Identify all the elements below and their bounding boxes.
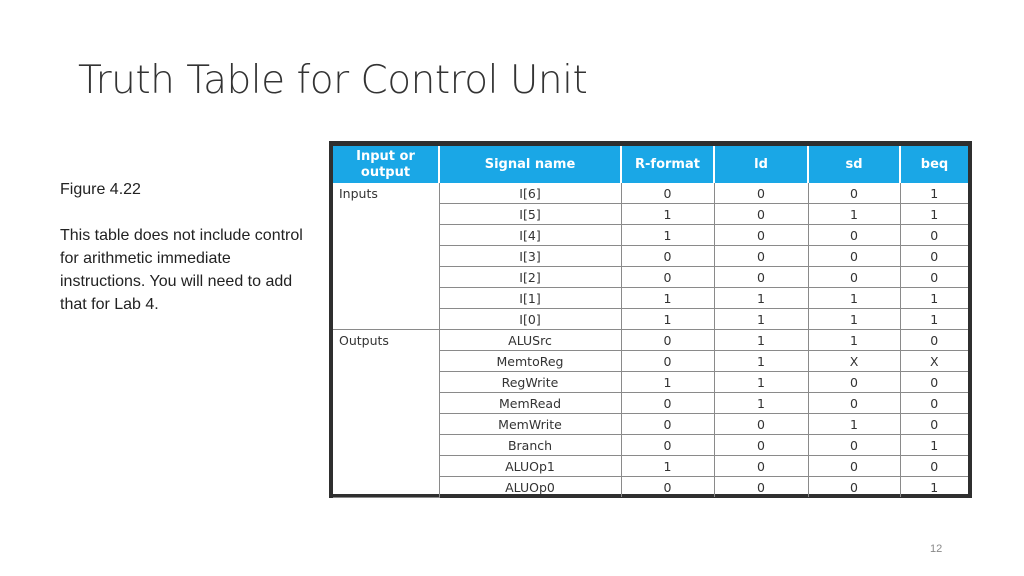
value-cell: 1 <box>930 479 939 495</box>
table-row <box>333 183 968 204</box>
value-cell: 0 <box>621 477 714 498</box>
value-cell: 0 <box>900 225 968 246</box>
value-cell: 1 <box>714 372 808 393</box>
value-cell: 0 <box>900 330 968 351</box>
value-cell: 0 <box>808 372 900 393</box>
column-header: R-format <box>621 146 714 183</box>
signal-name-cell: I[2] <box>439 267 621 288</box>
value-cell: 1 <box>808 288 900 309</box>
value-cell: 0 <box>714 435 808 456</box>
signal-name-cell: I[5] <box>439 204 621 225</box>
truth-table <box>333 146 968 498</box>
value-cell: 1 <box>900 183 968 204</box>
value-cell: 0 <box>900 456 968 477</box>
value-cell: 1 <box>714 330 808 351</box>
value-cell: 1 <box>900 309 968 330</box>
signal-name-cell: MemRead <box>439 393 621 414</box>
value-cell: X <box>900 351 968 372</box>
value-cell: 0 <box>808 225 900 246</box>
value-cell: 0 <box>714 267 808 288</box>
signal-name-cell: Branch <box>439 435 621 456</box>
value-cell: 0 <box>621 393 714 414</box>
signal-name-cell: MemWrite <box>439 414 621 435</box>
page-number: 12 <box>930 543 943 555</box>
value-cell: 1 <box>714 288 808 309</box>
value-cell: 0 <box>714 225 808 246</box>
value-cell: 0 <box>621 183 714 204</box>
signal-name-cell: I[0] <box>439 309 621 330</box>
value-cell: 0 <box>621 351 714 372</box>
value-cell: 0 <box>808 267 900 288</box>
value-cell: 0 <box>714 456 808 477</box>
value-cell: 1 <box>714 309 808 330</box>
value-cell: 1 <box>714 351 808 372</box>
signal-name-cell: I[6] <box>439 183 621 204</box>
value-cell: 0 <box>621 414 714 435</box>
value-cell: 0 <box>808 477 900 498</box>
value-cell: 0 <box>900 393 968 414</box>
signal-name-cell: I[3] <box>439 246 621 267</box>
value-cell: 0 <box>808 393 900 414</box>
figure-label: Figure 4.22 <box>60 181 141 198</box>
value-cell: 1 <box>900 204 968 225</box>
value-cell: 1 <box>621 309 714 330</box>
value-cell: X <box>808 351 900 372</box>
table-header-row <box>333 146 968 183</box>
value-cell: 1 <box>714 393 808 414</box>
value-cell: 1 <box>808 309 900 330</box>
column-header: sd <box>808 146 900 183</box>
value-cell: 0 <box>621 246 714 267</box>
slide-title: Truth Table for Control Unit <box>78 58 588 103</box>
value-cell: 1 <box>621 288 714 309</box>
column-header: ld <box>714 146 808 183</box>
value-cell: 0 <box>714 183 808 204</box>
value-cell: 1 <box>621 372 714 393</box>
value-cell: 1 <box>900 435 968 456</box>
value-cell: 0 <box>621 267 714 288</box>
value-cell: 1 <box>900 288 968 309</box>
value-cell: 1 <box>808 414 900 435</box>
value-cell: 1 <box>621 225 714 246</box>
value-cell: 0 <box>808 246 900 267</box>
signal-name-cell: ALUOp1 <box>439 456 621 477</box>
signal-name-cell: I[1] <box>439 288 621 309</box>
value-cell: 0 <box>808 435 900 456</box>
value-cell: 0 <box>714 414 808 435</box>
value-cell: 0 <box>714 477 808 498</box>
value-cell: 0 <box>900 267 968 288</box>
group-label: Outputs <box>333 330 439 498</box>
signal-name-cell: ALUOp0 <box>439 477 621 498</box>
value-cell: 1 <box>621 456 714 477</box>
value-cell: 1 <box>808 330 900 351</box>
value-cell: 0 <box>808 456 900 477</box>
caption-note: This table does not include control for arithmetic immediate instructions. You will need to add that for Lab 4. <box>60 227 303 313</box>
value-cell: 0 <box>714 246 808 267</box>
signal-name-cell: I[4] <box>439 225 621 246</box>
column-header: beq <box>900 146 968 183</box>
truth-table-frame <box>329 141 972 498</box>
signal-name-cell: MemtoReg <box>439 351 621 372</box>
value-cell: 0 <box>900 372 968 393</box>
signal-name-cell: ALUSrc <box>439 330 621 351</box>
table-body <box>333 183 968 497</box>
value-cell: 0 <box>714 204 808 225</box>
value-cell: 0 <box>900 246 968 267</box>
column-header: Input or output <box>333 146 439 183</box>
value-cell: 0 <box>621 330 714 351</box>
signal-name-cell: RegWrite <box>439 372 621 393</box>
table-row <box>333 330 968 351</box>
caption <box>60 178 310 316</box>
value-cell: 1 <box>808 204 900 225</box>
column-header: Signal name <box>439 146 621 183</box>
group-label: Inputs <box>333 183 439 330</box>
value-cell: 0 <box>621 435 714 456</box>
value-cell: 0 <box>808 183 900 204</box>
value-cell: 0 <box>900 414 968 435</box>
value-cell: 1 <box>621 204 714 225</box>
